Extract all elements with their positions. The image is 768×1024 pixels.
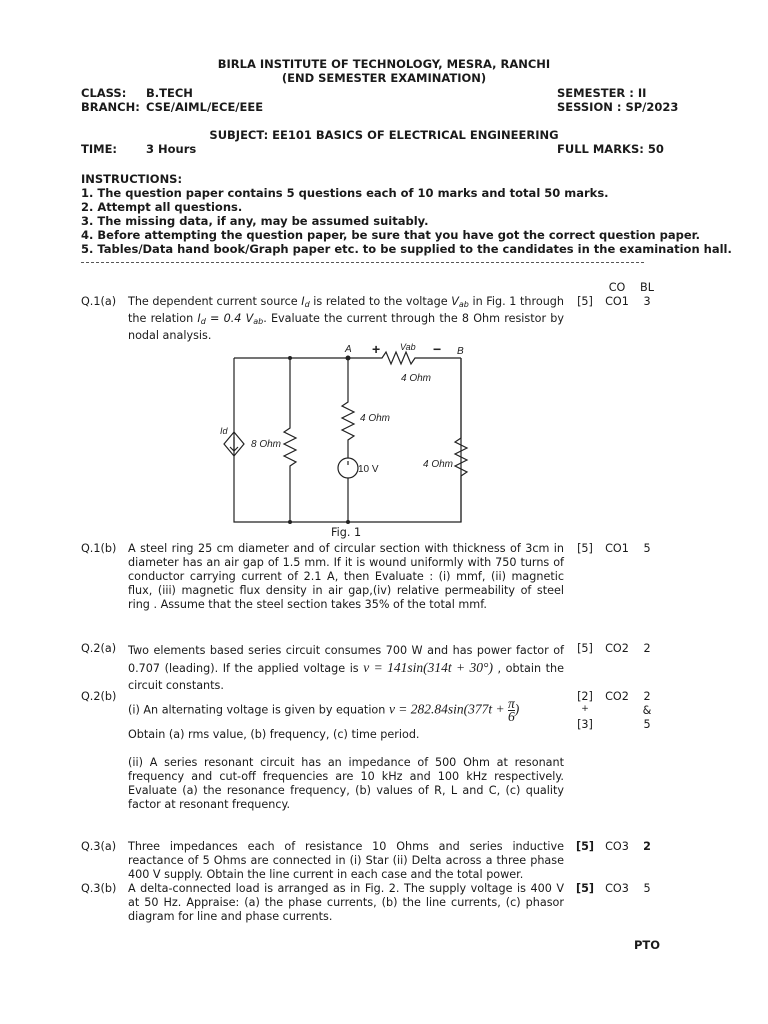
subject: SUBJECT: EE101 BASICS OF ELECTRICAL ENGINEERING (209, 128, 559, 142)
course-outcome: CO2 (605, 642, 629, 655)
marks: [5] (577, 642, 593, 655)
institute-name: BIRLA INSTITUTE OF TECHNOLOGY, MESRA, RANCHI (217, 57, 551, 71)
resistor-right-label: 4 Ohm (423, 459, 454, 470)
question-text: (i) An alternating voltage is given by equation v = 282.84sin(377t + $\frac{\pi}{6}$ ) (128, 696, 520, 724)
course-outcome: CO1 (605, 295, 629, 308)
question-text: (ii) A series resonant circuit has an impedance of 500 Ohm at resonant frequency and cut-off frequencies are 10 kHz and 100 kHz respectively. Evaluate (a) the resonance frequency, (b) values of R, L and C, (c) quality factor at resonant frequency. (128, 756, 564, 811)
question-text: The dependent current source $I_d$ is related to the voltage $V_{ab}$ in Fig. 1 through the relation $I_d = 0.4$ $V_{ab}$. Evaluate the current through the 8 Ohm resistor by nodal analysis. (128, 295, 564, 342)
resistor-mid (342, 358, 354, 458)
question-number: Q.1(b) (81, 542, 117, 555)
bloom-level: 5 (643, 718, 651, 731)
bloom-level: 2 (643, 690, 651, 703)
course-outcome: CO3 (605, 840, 629, 853)
instruction-item: 5. Tables/Data hand book/Graph paper etc. to be supplied to the candidates in the examination hall. (81, 242, 732, 256)
bloom-level: 2 (643, 840, 651, 853)
marks-plus: + (581, 704, 589, 714)
junction-dot (346, 520, 350, 524)
bloom-level: 2 (643, 642, 651, 655)
instruction-item: 2. Attempt all questions. (81, 200, 243, 214)
plus-sign: + (372, 341, 381, 357)
node-b-label: B (457, 346, 464, 357)
exam-title: (END SEMESTER EXAMINATION) (281, 71, 487, 85)
pto-label: PTO (634, 938, 661, 952)
question-number: Q.1(a) (81, 295, 117, 308)
class-label: CLASS: (81, 86, 127, 100)
bloom-level: 5 (643, 882, 651, 895)
figure-caption: Fig. 1 (331, 526, 362, 539)
dashed-divider (81, 262, 644, 263)
semester: SEMESTER : II (557, 86, 647, 100)
time-label: TIME: (81, 142, 118, 156)
circuit-diagram (220, 340, 480, 530)
bloom-level: 3 (643, 295, 651, 308)
junction-dot (288, 356, 292, 360)
resistor-8ohm-label: 8 Ohm (251, 439, 282, 450)
question-number: Q.2(b) (81, 690, 117, 703)
question-number: Q.3(a) (81, 840, 117, 853)
instruction-item: 4. Before attempting the question paper, be sure that you have got the correct question paper. (81, 228, 701, 242)
bloom-level: 5 (643, 542, 651, 555)
question-text: Obtain (a) rms value, (b) frequency, (c) time period. (128, 728, 420, 741)
marks: [2] (577, 690, 593, 703)
id-label: Id (220, 426, 228, 436)
resistor-top-label: 4 Ohm (401, 373, 432, 384)
resistor-8ohm (284, 358, 296, 522)
session: SESSION : SP/2023 (557, 100, 679, 114)
question-text: Three impedances each of resistance 10 Ohms and series inductive reactance of 5 Ohms are connected in (i) Star (ii) Delta across a three phase 400 V supply. Obtain the line current in each case and the total power. (128, 840, 564, 881)
node-a-label: A (345, 344, 352, 355)
marks: [5] (577, 542, 593, 555)
question-number: Q.3(b) (81, 882, 117, 895)
branch-value: CSE/AIML/ECE/EEE (146, 100, 264, 114)
marks: [5] (575, 840, 594, 853)
course-outcome: CO1 (605, 542, 629, 555)
question-text: A delta-connected load is arranged as in Fig. 2. The supply voltage is 400 V at 50 Hz. Appraise: (a) the phase currents, (b) the line currents, (c) phasor diagram for line and phase currents. (128, 882, 564, 923)
vab-label: Vab (400, 342, 416, 352)
course-outcome: CO3 (605, 882, 629, 895)
source-label: 10 V (358, 464, 379, 475)
minus-sign: − (433, 341, 442, 357)
resistor-top (348, 352, 461, 364)
time-value: 3 Hours (146, 142, 197, 156)
junction-dot (288, 520, 292, 524)
marks: [5] (577, 295, 593, 308)
question-text: A steel ring 25 cm diameter and of circular section with thickness of 3cm in diameter has an air gap of 1.5 mm. If it is wound uniformly with 750 turns of conductor carrying current of 2.1 A, then Evaluate : (i) mmf, (ii) magnetic flux, (iii) magnetic flux density in air gap,(iv) relative permeability of steel ring . Assume that the steel section takes 35% of the total mmf. (128, 542, 564, 611)
question-number: Q.2(a) (81, 642, 117, 655)
question-text: Two elements based series circuit consumes 700 W and has power factor of 0.707 (leading). If the applied voltage is v = 141sin(314t + 30°) , obtain the circuit constants. (128, 644, 564, 692)
instruction-item: 3. The missing data, if any, may be assumed suitably. (81, 214, 429, 228)
full-marks: FULL MARKS: 50 (557, 142, 664, 156)
resistor-mid-label: 4 Ohm (360, 413, 391, 424)
instructions-title: INSTRUCTIONS: (81, 172, 183, 186)
class-value: B.TECH (146, 86, 193, 100)
bl-column-header: BL (640, 281, 654, 294)
course-outcome: CO2 (605, 690, 629, 703)
bloom-level-amp: & (642, 704, 652, 717)
arrow-down (230, 437, 238, 451)
branch-label: BRANCH: (81, 100, 140, 114)
marks: [5] (575, 882, 594, 895)
instruction-item: 1. The question paper contains 5 questions each of 10 marks and total 50 marks. (81, 186, 609, 200)
marks: [3] (577, 718, 593, 731)
node-a-dot (346, 356, 351, 361)
co-column-header: CO (608, 281, 626, 294)
